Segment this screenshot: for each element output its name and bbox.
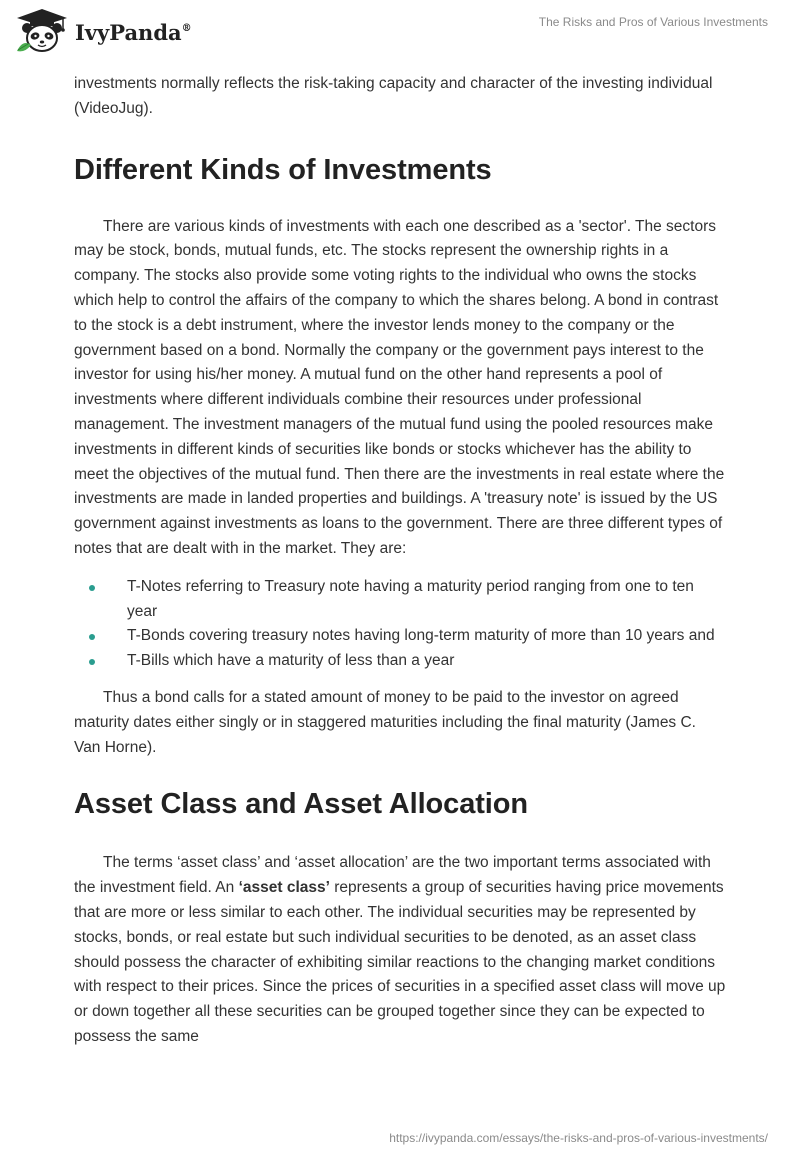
bullet-dot [89, 585, 95, 591]
bullet-dot [89, 659, 95, 665]
list-item [74, 649, 726, 674]
asset-class-term: ‘asset class’ [238, 879, 330, 897]
bond-closing-paragraph: Thus a bond calls for a stated amount of money to be paid to the investor on agreed maturity dates either singly or in staggered maturities including the final maturity (James C. Van Horne). [74, 688, 696, 756]
list-item-text: T-Bonds covering treasury notes having long-term maturity of more than 10 years and [127, 627, 715, 645]
source-url[interactable]: https://ivypanda.com/essays/the-risks-and-pros-of-various-investments/ [389, 1131, 768, 1145]
list-item [74, 624, 726, 649]
document-title: The Risks and Pros of Various Investments [538, 15, 768, 29]
article-body [74, 72, 726, 1050]
intro-paragraph: investments normally reflects the risk-taking capacity and character of the investing individual (VideoJug). [74, 75, 713, 117]
paragraph-text: represents a group of securities having price movements that are more or less similar to each other. The individual securities may be represented by stocks, bonds, or real estate but such individual securities to be denoted, as an asset class should possess the character of exhibiting similar reactions to the changing market conditions with respect to their prices. Since the prices of securities in a specified asset class will move up or down together all these securities can be grouped together since they can be expected to possess the same [74, 879, 726, 1045]
ivypanda-logo[interactable] [13, 7, 192, 55]
kinds-paragraph: There are various kinds of investments with each one described as a 'sector'. The sectors may be stock, bonds, mutual funds, etc. The stocks represent the ownership rights in a company. The stocks also provide some voting rights to the individual who owns the stocks which help to control the affairs of the company to which the shares belong. A bond in contrast to the stock is a debt instrument, where the investor lends money to the company or the government based on a bond. Normally the company or the government pays interest to the investor for using his/her money. A mutual fund on the other hand represents a pool of investments where different individuals combine their resources under professional management. The investment managers of the mutual fund using the pooled resources make investments in different kinds of securities like bonds or stocks whichever has the ability to meet the objectives of the mutual fund. Then there are the investments in real estate where the investments are made in landed properties and buildings. A 'treasury note' is issued by the US government against investments as loans to the government. There are three different types of notes that are dealt with in the market. They are: [74, 217, 725, 557]
bullet-dot [89, 634, 95, 640]
asset-class-paragraph [74, 851, 726, 1049]
section-heading-kinds: Different Kinds of Investments [74, 153, 492, 186]
treasury-notes-list [74, 575, 726, 674]
panda-graduate-icon [13, 7, 71, 55]
registered-mark: ® [181, 22, 192, 34]
list-item-text: T-Notes referring to Treasury note having a maturity period ranging from one to ten year [127, 577, 694, 620]
brand-name: IvyPanda® [75, 19, 192, 45]
list-item-text: T-Bills which have a maturity of less than a year [127, 652, 455, 670]
page-header [0, 0, 800, 60]
section-heading-asset-class: Asset Class and Asset Allocation [74, 788, 528, 821]
paragraph-text: The terms ‘asset class’ and ‘asset allocation’ are the two important terms associated with the investment field. An [74, 854, 711, 897]
list-item [74, 575, 726, 625]
